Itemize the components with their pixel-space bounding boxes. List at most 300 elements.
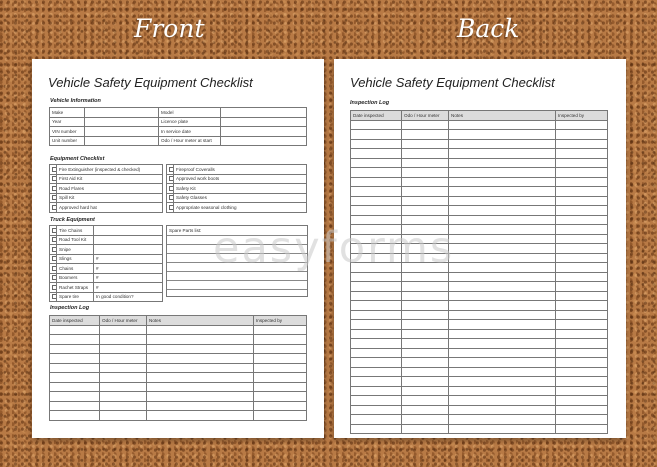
log-cell[interactable]: [556, 320, 608, 330]
log-cell[interactable]: [351, 272, 402, 282]
truck-checkbox[interactable]: [50, 292, 57, 302]
log-cell[interactable]: [50, 325, 100, 335]
log-row: [50, 344, 307, 354]
truck-item-label: Snipe: [57, 245, 94, 255]
log-cell[interactable]: [100, 325, 147, 335]
equipment-checkbox[interactable]: [50, 165, 57, 175]
truck-equipment-heading: Truck Equipment: [50, 217, 95, 223]
log-cell[interactable]: [556, 424, 608, 434]
log-cell[interactable]: [402, 301, 449, 311]
equipment-row: [167, 203, 307, 213]
log-column-header: Date inspected: [351, 111, 402, 121]
log-row: [50, 363, 307, 373]
checkbox-square: [52, 256, 57, 261]
log-row: [50, 382, 307, 392]
equipment-row: [167, 184, 307, 194]
log-cell[interactable]: [100, 401, 147, 411]
equipment-row: [50, 174, 163, 184]
log-cell[interactable]: [449, 415, 556, 425]
checkbox-square: [169, 195, 174, 200]
log-cell[interactable]: [351, 396, 402, 406]
log-cell[interactable]: [50, 382, 100, 392]
log-row: [351, 415, 608, 425]
truck-checkbox[interactable]: [50, 283, 57, 293]
log-cell[interactable]: [556, 301, 608, 311]
vehicle-info-label: Odo / Hour meter at start: [159, 136, 221, 146]
log-cell[interactable]: [556, 139, 608, 149]
equipment-checkbox[interactable]: [167, 193, 174, 203]
log-cell[interactable]: [556, 196, 608, 206]
vehicle-info-heading: Vehicle Information: [50, 98, 101, 104]
log-row: [50, 392, 307, 402]
log-column-header: Inspected by: [254, 316, 307, 326]
log-row: [351, 282, 608, 292]
log-cell[interactable]: [556, 282, 608, 292]
truck-item-field[interactable]: #: [94, 264, 163, 274]
log-cell[interactable]: [449, 215, 556, 225]
log-cell[interactable]: [556, 367, 608, 377]
watermark: easyforms: [213, 223, 455, 273]
log-cell[interactable]: [351, 415, 402, 425]
log-cell[interactable]: [449, 177, 556, 187]
log-cell[interactable]: [254, 392, 307, 402]
log-cell[interactable]: [254, 411, 307, 421]
truck-item-field[interactable]: #: [94, 254, 163, 264]
log-cell[interactable]: [556, 329, 608, 339]
log-cell[interactable]: [556, 291, 608, 301]
log-row: [50, 373, 307, 383]
log-cell[interactable]: [254, 335, 307, 345]
checkbox-square: [169, 186, 174, 191]
log-cell[interactable]: [449, 329, 556, 339]
truck-item-label: Slings: [57, 254, 94, 264]
log-cell[interactable]: [351, 196, 402, 206]
checkbox-square: [52, 285, 57, 290]
truck-equipment-table: [49, 225, 163, 302]
equipment-checkbox[interactable]: [50, 203, 57, 213]
log-column-header: Odo / Hour meter: [402, 111, 449, 121]
log-cell[interactable]: [402, 415, 449, 425]
log-cell[interactable]: [147, 363, 254, 373]
checkbox-square: [52, 205, 57, 210]
truck-equipment-row: [50, 254, 163, 264]
equipment-checkbox[interactable]: [50, 174, 57, 184]
log-cell[interactable]: [556, 206, 608, 216]
log-cell[interactable]: [556, 244, 608, 254]
vehicle-info-row: [50, 108, 307, 118]
log-row: [351, 120, 608, 130]
vehicle-info-label: Make: [50, 108, 85, 118]
log-cell[interactable]: [254, 401, 307, 411]
checkbox-square: [52, 186, 57, 191]
log-cell[interactable]: [351, 310, 402, 320]
log-cell[interactable]: [402, 405, 449, 415]
log-cell[interactable]: [351, 358, 402, 368]
log-cell[interactable]: [254, 325, 307, 335]
front-log-heading: Inspection Log: [50, 305, 90, 311]
log-cell[interactable]: [50, 335, 100, 345]
truck-item-label: Rachet Straps: [57, 283, 94, 293]
truck-item-label: Spare tire: [57, 292, 94, 302]
log-row: [351, 272, 608, 282]
equipment-row: [50, 193, 163, 203]
log-cell[interactable]: [556, 348, 608, 358]
log-cell[interactable]: [402, 272, 449, 282]
equipment-row: [167, 165, 307, 175]
equipment-row: [50, 165, 163, 175]
log-cell[interactable]: [556, 377, 608, 387]
log-cell[interactable]: [556, 225, 608, 235]
log-cell[interactable]: [351, 367, 402, 377]
checkbox-square: [52, 228, 57, 233]
log-cell[interactable]: [50, 344, 100, 354]
vehicle-info-field[interactable]: [221, 136, 307, 146]
log-cell[interactable]: [100, 373, 147, 383]
equipment-item-label: Fireproof Coveralls: [174, 165, 307, 175]
checkbox-square: [52, 294, 57, 299]
log-cell[interactable]: [402, 339, 449, 349]
log-cell[interactable]: [449, 130, 556, 140]
vehicle-info-table: [49, 107, 307, 146]
log-cell[interactable]: [449, 320, 556, 330]
truck-equipment-row: [50, 283, 163, 293]
front-log-table: [49, 315, 307, 421]
vehicle-info-label: Model: [159, 108, 221, 118]
log-cell[interactable]: [449, 120, 556, 130]
log-row: [351, 158, 608, 168]
log-cell[interactable]: [556, 177, 608, 187]
vehicle-info-field[interactable]: [221, 117, 307, 127]
log-cell[interactable]: [449, 196, 556, 206]
log-row: [351, 310, 608, 320]
log-cell[interactable]: [254, 354, 307, 364]
truck-checkbox[interactable]: [50, 254, 57, 264]
log-cell[interactable]: [147, 382, 254, 392]
log-cell[interactable]: [449, 139, 556, 149]
log-cell[interactable]: [449, 424, 556, 434]
equipment-checkbox[interactable]: [167, 203, 174, 213]
log-cell[interactable]: [351, 424, 402, 434]
log-row: [351, 291, 608, 301]
log-cell[interactable]: [449, 187, 556, 197]
log-cell[interactable]: [449, 377, 556, 387]
front-title: Vehicle Safety Equipment Checklist: [48, 75, 253, 90]
log-cell[interactable]: [351, 187, 402, 197]
equipment-checkbox[interactable]: [167, 174, 174, 184]
checkbox-square: [52, 167, 57, 172]
log-cell[interactable]: [147, 335, 254, 345]
truck-checkbox[interactable]: [50, 226, 57, 236]
log-cell[interactable]: [402, 320, 449, 330]
log-cell[interactable]: [402, 424, 449, 434]
log-cell[interactable]: [351, 329, 402, 339]
log-cell[interactable]: [402, 396, 449, 406]
log-cell[interactable]: [351, 301, 402, 311]
log-cell[interactable]: [556, 386, 608, 396]
back-label: Back: [457, 14, 520, 43]
log-cell[interactable]: [449, 149, 556, 159]
log-cell[interactable]: [402, 196, 449, 206]
log-cell[interactable]: [147, 354, 254, 364]
log-cell[interactable]: [402, 168, 449, 178]
log-cell[interactable]: [50, 401, 100, 411]
equipment-item-label: Spill Kit: [57, 193, 163, 203]
equipment-left-table: [49, 164, 163, 213]
log-cell[interactable]: [556, 187, 608, 197]
log-cell[interactable]: [50, 392, 100, 402]
log-row: [351, 177, 608, 187]
log-row: [351, 168, 608, 178]
equipment-item-label: Approved hard hat: [57, 203, 163, 213]
log-cell[interactable]: [449, 225, 556, 235]
log-cell[interactable]: [402, 367, 449, 377]
log-cell[interactable]: [556, 339, 608, 349]
vehicle-info-label: VIN number: [50, 127, 85, 137]
truck-item-field[interactable]: [94, 226, 163, 236]
log-cell[interactable]: [100, 392, 147, 402]
log-cell[interactable]: [254, 363, 307, 373]
log-cell[interactable]: [351, 282, 402, 292]
log-row: [351, 139, 608, 149]
log-cell[interactable]: [351, 139, 402, 149]
truck-checkbox[interactable]: [50, 273, 57, 283]
equipment-heading: Equipment Checklist: [50, 156, 105, 162]
log-cell[interactable]: [351, 158, 402, 168]
equipment-item-label: Safety Glasses: [174, 193, 307, 203]
equipment-item-label: Road Flares: [57, 184, 163, 194]
log-cell[interactable]: [351, 320, 402, 330]
log-cell[interactable]: [449, 301, 556, 311]
log-row: [351, 405, 608, 415]
log-cell[interactable]: [556, 130, 608, 140]
log-cell[interactable]: [449, 339, 556, 349]
spare-parts-label: Spare Parts list:: [169, 228, 202, 233]
log-cell[interactable]: [449, 158, 556, 168]
log-column-header: Notes: [449, 111, 556, 121]
log-cell[interactable]: [351, 405, 402, 415]
log-cell[interactable]: [449, 367, 556, 377]
log-cell[interactable]: [402, 158, 449, 168]
log-row: [351, 196, 608, 206]
log-cell[interactable]: [147, 401, 254, 411]
log-cell[interactable]: [50, 411, 100, 421]
log-cell[interactable]: [100, 354, 147, 364]
log-cell[interactable]: [402, 120, 449, 130]
vehicle-info-label: Year: [50, 117, 85, 127]
log-cell[interactable]: [351, 348, 402, 358]
log-column-header: Date inspected: [50, 316, 100, 326]
log-cell[interactable]: [402, 149, 449, 159]
log-cell[interactable]: [449, 282, 556, 292]
log-cell[interactable]: [449, 168, 556, 178]
log-row: [351, 367, 608, 377]
log-cell[interactable]: [351, 291, 402, 301]
log-cell[interactable]: [556, 272, 608, 282]
truck-item-field[interactable]: #: [94, 273, 163, 283]
equipment-checkbox[interactable]: [167, 184, 174, 194]
truck-item-field[interactable]: #: [94, 283, 163, 293]
log-row: [351, 206, 608, 216]
checkbox-square: [169, 167, 174, 172]
log-cell[interactable]: [402, 139, 449, 149]
log-cell[interactable]: [449, 234, 556, 244]
log-cell[interactable]: [351, 339, 402, 349]
equipment-row: [50, 184, 163, 194]
vehicle-info-field[interactable]: [221, 127, 307, 137]
log-row: [351, 329, 608, 339]
log-cell[interactable]: [254, 373, 307, 383]
log-cell[interactable]: [556, 263, 608, 273]
vehicle-info-field[interactable]: [85, 108, 159, 118]
equipment-right-table: [166, 164, 307, 213]
equipment-item-label: First Aid Kit: [57, 174, 163, 184]
log-cell[interactable]: [556, 253, 608, 263]
equipment-checkbox[interactable]: [167, 165, 174, 175]
log-cell[interactable]: [556, 405, 608, 415]
log-cell[interactable]: [50, 363, 100, 373]
log-cell[interactable]: [449, 253, 556, 263]
log-row: [351, 149, 608, 159]
log-row: [351, 320, 608, 330]
log-row: [351, 396, 608, 406]
log-cell[interactable]: [402, 282, 449, 292]
vehicle-info-field[interactable]: [85, 117, 159, 127]
log-column-header: Inspected by: [556, 111, 608, 121]
log-cell[interactable]: [100, 411, 147, 421]
log-cell[interactable]: [351, 130, 402, 140]
log-cell[interactable]: [351, 149, 402, 159]
checkbox-square: [169, 205, 174, 210]
truck-checkbox[interactable]: [50, 264, 57, 274]
log-cell[interactable]: [402, 377, 449, 387]
log-cell[interactable]: [100, 344, 147, 354]
log-cell[interactable]: [449, 310, 556, 320]
log-cell[interactable]: [147, 373, 254, 383]
log-cell[interactable]: [402, 310, 449, 320]
log-cell[interactable]: [449, 206, 556, 216]
truck-item-field[interactable]: [94, 245, 163, 255]
log-cell[interactable]: [351, 120, 402, 130]
log-column-header: Notes: [147, 316, 254, 326]
truck-item-label: Boomers: [57, 273, 94, 283]
log-row: [351, 348, 608, 358]
log-cell[interactable]: [449, 358, 556, 368]
log-cell[interactable]: [254, 382, 307, 392]
vehicle-info-field[interactable]: [85, 127, 159, 137]
log-row: [351, 377, 608, 387]
log-row: [351, 424, 608, 434]
log-cell[interactable]: [556, 168, 608, 178]
truck-checkbox[interactable]: [50, 245, 57, 255]
log-cell[interactable]: [402, 187, 449, 197]
log-cell[interactable]: [556, 215, 608, 225]
log-cell[interactable]: [556, 415, 608, 425]
log-row: [351, 301, 608, 311]
log-cell[interactable]: [254, 344, 307, 354]
log-cell[interactable]: [556, 396, 608, 406]
vehicle-info-field[interactable]: [221, 108, 307, 118]
equipment-checkbox[interactable]: [50, 193, 57, 203]
checkbox-square: [52, 275, 57, 280]
truck-equipment-row: [50, 235, 163, 245]
vehicle-info-row: [50, 136, 307, 146]
log-cell[interactable]: [449, 348, 556, 358]
log-cell[interactable]: [147, 411, 254, 421]
log-cell[interactable]: [100, 335, 147, 345]
log-cell[interactable]: [449, 244, 556, 254]
back-log-heading: Inspection Log: [350, 100, 390, 106]
log-cell[interactable]: [50, 354, 100, 364]
vehicle-info-field[interactable]: [85, 136, 159, 146]
log-cell[interactable]: [449, 291, 556, 301]
log-row: [50, 411, 307, 421]
checkbox-square: [52, 195, 57, 200]
truck-equipment-row: [50, 245, 163, 255]
log-cell[interactable]: [449, 263, 556, 273]
equipment-row: [167, 193, 307, 203]
log-row: [351, 339, 608, 349]
log-cell[interactable]: [100, 363, 147, 373]
vehicle-info-label: Unit number: [50, 136, 85, 146]
equipment-checkbox[interactable]: [50, 184, 57, 194]
log-cell[interactable]: [147, 392, 254, 402]
checkbox-square: [52, 237, 57, 242]
log-cell[interactable]: [100, 382, 147, 392]
back-title: Vehicle Safety Equipment Checklist: [350, 75, 555, 90]
log-cell[interactable]: [147, 325, 254, 335]
log-cell[interactable]: [556, 120, 608, 130]
log-cell[interactable]: [402, 386, 449, 396]
truck-equipment-row: [50, 226, 163, 236]
truck-item-field[interactable]: [94, 235, 163, 245]
log-row: [50, 335, 307, 345]
truck-item-field[interactable]: In good condition?: [94, 292, 163, 302]
log-cell[interactable]: [556, 358, 608, 368]
vehicle-info-row: [50, 117, 307, 127]
log-cell[interactable]: [556, 149, 608, 159]
equipment-row: [50, 203, 163, 213]
log-row: [351, 358, 608, 368]
log-cell[interactable]: [449, 272, 556, 282]
checkbox-square: [52, 266, 57, 271]
truck-item-label: Tire Chains: [57, 226, 94, 236]
log-cell[interactable]: [351, 206, 402, 216]
log-cell[interactable]: [402, 291, 449, 301]
log-cell[interactable]: [402, 206, 449, 216]
log-cell[interactable]: [402, 130, 449, 140]
log-cell[interactable]: [449, 405, 556, 415]
log-cell[interactable]: [556, 310, 608, 320]
log-cell[interactable]: [449, 386, 556, 396]
log-cell[interactable]: [402, 329, 449, 339]
log-cell[interactable]: [50, 373, 100, 383]
vehicle-info-label: Licence plate: [159, 117, 221, 127]
log-cell[interactable]: [402, 358, 449, 368]
log-cell[interactable]: [556, 158, 608, 168]
log-cell[interactable]: [147, 344, 254, 354]
log-cell[interactable]: [402, 177, 449, 187]
log-cell[interactable]: [351, 386, 402, 396]
log-cell[interactable]: [449, 396, 556, 406]
log-cell[interactable]: [351, 177, 402, 187]
truck-item-label: Chains: [57, 264, 94, 274]
log-cell[interactable]: [402, 348, 449, 358]
truck-checkbox[interactable]: [50, 235, 57, 245]
log-cell[interactable]: [556, 234, 608, 244]
truck-equipment-row: [50, 292, 163, 302]
log-cell[interactable]: [351, 168, 402, 178]
log-cell[interactable]: [351, 377, 402, 387]
